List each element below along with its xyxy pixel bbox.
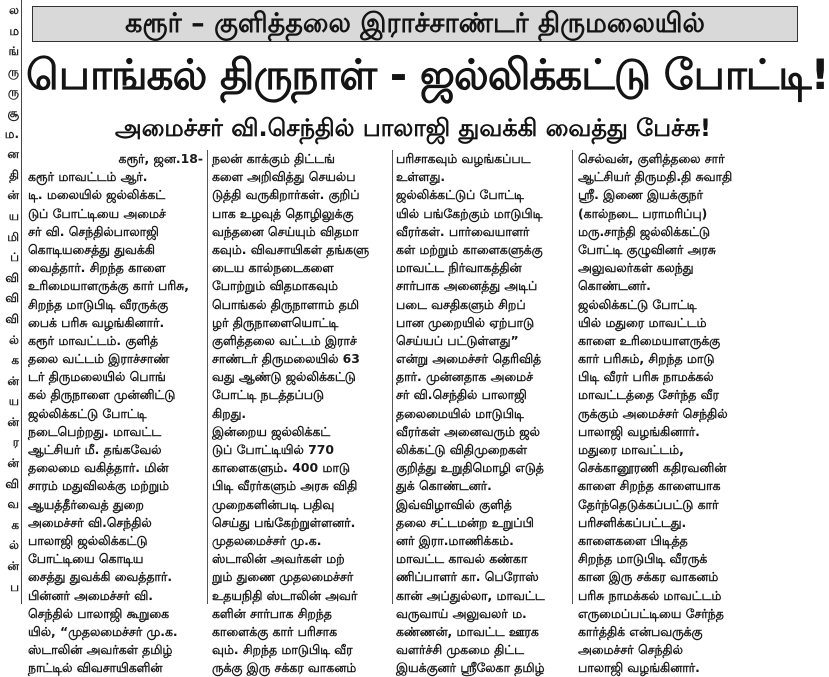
- fragment-line: வ: [7, 497, 19, 512]
- body-text-line: செய்யப் பட்டுள்ளது”: [396, 332, 519, 348]
- body-text-line: எருமைப்பட்டியை சேர்ந்த: [578, 605, 724, 621]
- body-text-line: குறித்து உறுதிமொழி எடுத்: [396, 460, 544, 476]
- fragment-line: சூ: [7, 105, 19, 120]
- fragment-line: மி: [7, 229, 19, 244]
- body-text-line: சார்பாக அனைத்து அடிப்: [396, 278, 538, 294]
- body-text-line: கார் பரிசும், சிறந்த மாடு: [578, 351, 715, 367]
- body-text-line: பிடி வீரர்களும் அரசு விதி: [212, 478, 358, 494]
- body-text-line: டுத்தி வருகிறார்கள். குறிப்: [212, 187, 360, 203]
- body-text-line: வது ஆண்டு ஜல்லிக்கட்டு: [212, 369, 356, 385]
- body-text-line: இன்றைய ஜல்லிக்கட்: [212, 423, 331, 439]
- fragment-line: ல்: [9, 538, 19, 553]
- body-text-line: குளித்தலை வட்டம் இராச்: [212, 332, 357, 348]
- body-text-line: காளை சிறந்த காளையாக: [578, 478, 721, 494]
- body-text-line: பைக் பரிசு வழங்கினார்.: [28, 314, 165, 330]
- body-text-line: ஸ்டாலின் அவர்கள் தமிழ்: [28, 642, 173, 658]
- body-text-line: ஆட்சியர் திருமதி.தி சுவாதி: [578, 169, 733, 185]
- body-text-line: செந்தில் பாலாஜி கூறுகை: [28, 605, 170, 621]
- article-header: [26, 2, 829, 144]
- body-text-line: ருக்கு இரு சக்கர வாகனம்: [212, 660, 357, 676]
- body-text-line: றும் துணை முதலமைச்சர்: [212, 569, 354, 585]
- body-text-line: செக்கானூரணி கதிரவனின்: [578, 460, 727, 476]
- body-text-line: டுப் போட்டியை அமைச்: [28, 205, 166, 221]
- body-text-line: தேர்ந்தெடுக்கப்பட்டு கார்: [578, 496, 719, 512]
- body-text-line: பாக உழவுத் தொழிலுக்கு: [212, 205, 354, 221]
- body-text-line: தலைமை வகித்தார். மின்: [28, 460, 169, 476]
- fragment-line: க: [11, 517, 19, 532]
- body-text-line: மாவட்ட நிர்வாகத்தின்: [396, 260, 522, 276]
- body-text-line: முதலமைச்சர் மு.க.: [212, 532, 322, 548]
- article-column-1: [28, 150, 203, 676]
- body-text-line: ஜல்லிக்கட்டு போட்டி: [578, 296, 697, 312]
- body-text-line: வீரர்கள். பார்வையாளர்: [396, 223, 530, 239]
- fragment-line: தி: [9, 167, 19, 182]
- body-text-line: மதுரை மாவட்டம்,: [578, 442, 684, 457]
- body-text-line: டுப் போட்டியில் 770: [212, 442, 334, 457]
- body-text-line: காளைகளை பிடித்த: [578, 532, 688, 548]
- column-divider: [207, 150, 208, 604]
- column-divider: [392, 150, 393, 604]
- body-text-line: ருக்கும் அமைச்சர் செந்தில்: [578, 405, 728, 421]
- body-text-line: ஜல்லிக்கட்டு போட்டி: [28, 405, 147, 421]
- body-text-line: அமைச்சர் செந்தில்: [578, 642, 683, 658]
- body-text-line: சைத்து துவக்கி வைத்தார்.: [28, 569, 173, 585]
- body-text-line: உதயநிதி ஸ்டாலின் அவர்: [212, 587, 358, 603]
- body-text-line: சர் வி. செந்தில்பாலாஜி: [28, 223, 159, 239]
- body-text-line: உள்ளது.: [396, 169, 446, 185]
- body-text-line: தலை வட்டம் இராச்சாண்: [28, 351, 170, 367]
- article-column-4: [578, 150, 754, 676]
- body-text-line: யில், “முதலமைச்சர் மு.க.: [28, 623, 178, 639]
- body-text-line: கரூர் மாவட்டம் ஆர்.: [28, 169, 148, 185]
- sub-headline: அமைச்சர் வி.செந்தில் பாலாஜி துவக்கி வைத்து பேச்சு!: [115, 114, 711, 142]
- body-text-line: முறைகளின்படி பதிவு: [212, 496, 335, 512]
- body-text-line: பாலாஜி ஜல்லிக்கட்டு: [28, 532, 148, 548]
- body-text-line: வருவாய் அலுவலர் ம.: [396, 605, 527, 621]
- body-text-line: (கால்நடை பராமரிப்பு): [578, 205, 708, 221]
- body-text-line: ஆட்சியர் மீ. தங்கவேல்: [28, 442, 162, 457]
- body-text-line: வைத்தார். சிறந்த காளை: [28, 260, 166, 276]
- body-text-line: பின்னர் அமைச்சர் வி.: [28, 587, 153, 603]
- body-text-line: யில் பங்கேற்கும் மாடுபிடி: [396, 205, 543, 221]
- body-text-line: வந்தனை செய்யும் விதமா: [212, 223, 359, 239]
- body-text-line: காளைகளும். 400 மாடு: [212, 460, 350, 476]
- body-text-line: வீரர்கள் அனைவரும் ஜல்: [396, 423, 540, 439]
- body-text-line: நலன் காக்கும் திட்டங்: [212, 151, 335, 166]
- body-text-line: களின் சார்பாக சிறந்த: [212, 605, 332, 621]
- article-column-2: [212, 150, 390, 676]
- body-text-line: காளைக்கு கார் பரிசாக: [212, 623, 338, 639]
- body-text-line: சிறந்த மாடுபிடி வீரருக்: [578, 551, 708, 567]
- body-text-line: நடைபெற்றது. மாவட்ட: [28, 423, 162, 439]
- body-text-line: கொடியசைத்து துவக்கி: [28, 241, 155, 257]
- body-text-line: தலை சட்டமன்ற உறுப்பி: [396, 514, 534, 530]
- fragment-line: வி: [5, 311, 19, 326]
- fragment-line: க: [11, 353, 19, 368]
- body-text-line: கள் மற்றும் காளைகளுக்கு: [396, 241, 543, 257]
- fragment-line: ங்: [8, 44, 19, 59]
- body-text-line: என்று அமைச்சர் தெரிவித்: [396, 351, 542, 367]
- body-text-line: டர் திருமலையில் பொங்: [28, 369, 166, 385]
- body-text-line: பரிசாகவும் வழங்கப்பட: [396, 151, 531, 166]
- body-text-line: னர் இரா.மாணிக்கம்.: [396, 532, 514, 548]
- body-text-line: களை அறிவித்து செயல்ப: [212, 169, 356, 185]
- body-text-line: அலுவலர்கள் கலந்து: [578, 260, 694, 276]
- body-text-line: பொங்கல் திருநாளாம் தமி: [212, 296, 359, 312]
- body-text-line: தார். முன்னதாக அமைச்: [396, 369, 533, 385]
- body-text-line: இவ்விழாவில் குளித்: [396, 496, 512, 512]
- body-text-line: போட்டியை கொடிய: [28, 551, 144, 567]
- body-text-line: செல்வன், குளித்தலை சார்: [578, 151, 725, 166]
- body-text-line: தலைமையில் மாடுபிடி: [396, 405, 524, 421]
- body-text-line: ணிப்பாளர் கா. பெரோஸ்: [396, 569, 539, 585]
- body-text-line: பாலாஜி வழங்கினார்.: [578, 660, 700, 676]
- body-text-line: போற்றும் விதமாகவும்: [212, 278, 338, 294]
- body-text-line: கவும். விவசாயிகள் தங்களு: [212, 241, 370, 257]
- kicker-headline: கரூர் – குளித்தலை இராச்சாண்டர் திருமலையில்: [32, 6, 798, 42]
- column-divider: [572, 150, 573, 604]
- fragment-line: வி: [5, 476, 19, 491]
- body-text-line: கிறது.: [212, 405, 247, 421]
- fragment-line: ரு: [7, 85, 19, 100]
- body-text-line: டி. மலையில் ஜல்லிக்கட்: [28, 187, 166, 203]
- body-text-line: ஜல்லிக்கட்டுப் போட்டி: [396, 187, 524, 203]
- body-text-line: இயக்குனர் ஸ்ரீலேகா தமிழ்: [396, 660, 545, 676]
- body-text-line: கரூர் மாவட்டம். குளித்: [28, 332, 159, 348]
- body-text-line: வும். சிறந்த மாடுபிடி வீர: [212, 642, 353, 658]
- fragment-line: ர: [12, 435, 19, 450]
- body-text-line: யில் மதுரை மாவட்டம்: [578, 314, 707, 330]
- main-headline: பொங்கல் திருநாள் - ஜல்லிக்கட்டு போட்டி!: [26, 50, 829, 99]
- fragment-line: ய: [8, 394, 19, 409]
- body-text-line: சர் வி.செந்தில் பாலாஜி: [396, 387, 527, 403]
- body-text-line: கான இரு சக்கர வாகனம்: [578, 569, 719, 585]
- body-text-line: சாரம் மதுவிலக்கு மற்றும்: [28, 478, 170, 494]
- body-text-line: கொண்டனர்.: [578, 278, 651, 294]
- body-text-line: உரிமையாளருக்கு கார் பரிசு,: [28, 278, 189, 294]
- body-text-line: போட்டி நடத்தப்படு: [212, 387, 324, 403]
- body-text-line: ஸ்ரீ. இணை இயக்குநர்: [578, 187, 703, 203]
- body-text-line: செய்து பங்கேற்றுள்ளனர்.: [212, 514, 356, 530]
- fragment-line: ப்: [10, 250, 19, 265]
- fragment-line: ன்: [7, 456, 19, 471]
- body-text-line: பிடி வீரர் பரிசு நாமக்கல்: [578, 369, 714, 385]
- fragment-line: ல: [9, 3, 19, 17]
- fragment-line: ன்: [7, 373, 19, 388]
- adjacent-article-fragment: [0, 0, 22, 604]
- body-text-line: மாவட்டத்தை சேர்ந்த வீர: [578, 387, 719, 403]
- body-text-line: மாவட்ட காவல் கண்கா: [396, 551, 528, 567]
- body-text-line: லிக்கட்டு விதிமுறைகள்: [396, 442, 527, 457]
- body-text-line: மரு.சாந்தி ஜல்லிக்கட்டு: [578, 223, 710, 239]
- fragment-line: ம.: [4, 126, 19, 141]
- body-text-line: நாட்டில் விவசாயிகளின்: [28, 660, 163, 676]
- body-text-line: ஸ்டாலின் அவர்கள் மற்: [212, 551, 345, 567]
- body-text-line: பான முறையில் ஏற்பாடு: [396, 314, 535, 330]
- fragment-line: ல்: [9, 332, 19, 347]
- fragment-line: வி: [5, 291, 19, 306]
- fragment-line: ய: [8, 208, 19, 223]
- body-text-line: பரிசு நாமக்கல் மாவட்டம்: [578, 587, 722, 603]
- article-column-3: [396, 150, 564, 676]
- fragment-line: வி: [5, 270, 19, 285]
- body-text-line: கான் அப்துல்லா, மாவட்ட: [396, 587, 545, 603]
- fragment-line: ப: [10, 579, 19, 594]
- body-text-line: ஆயத்தீர்வைத் துறை: [28, 496, 144, 512]
- body-text-line: பரிசளிக்கப்பட்டது.: [578, 514, 687, 530]
- body-text-line: துக் கொண்டனர்.: [396, 478, 492, 494]
- body-text-line: சிறந்த மாடுபிடி வீரருக்கு: [28, 296, 169, 312]
- body-text-line: டைய கால்நடைகளை: [212, 260, 334, 276]
- body-text-line: கார்த்திக் என்பவருக்கு: [578, 623, 703, 639]
- body-text-line: சாண்டர் திருமலையில் 63: [212, 351, 360, 367]
- body-text-line: ழர் திருநாளையொட்டி: [212, 314, 339, 330]
- body-text-line: பாலாஜி வழங்கினார்.: [578, 423, 700, 439]
- body-text-line: கல் திருநாளை முன்னிட்டு: [28, 387, 176, 403]
- fragment-line: ன்: [7, 414, 19, 429]
- body-text-line: கரூர், ஜன.18-: [118, 151, 203, 166]
- fragment-line: ன்: [7, 559, 19, 574]
- body-text-line: போட்டி குழுவினர் அரசு: [578, 241, 716, 257]
- fragment-line: ம: [9, 23, 19, 38]
- fragment-line: ன்: [7, 188, 19, 203]
- body-text-line: அமைச்சர் வி.செந்தில்: [28, 514, 152, 530]
- body-text-line: வளர்ச்சி முகமை திட்ட: [396, 642, 524, 658]
- body-text-line: கண்ணன், மாவட்ட ஊரக: [396, 623, 539, 639]
- fragment-line: ரு: [7, 64, 19, 79]
- body-text-line: காளை உரிமையாளருக்கு: [578, 332, 721, 348]
- fragment-line: ன: [7, 147, 19, 162]
- body-text-line: படை வசதிகளும் சிறப்: [396, 296, 526, 312]
